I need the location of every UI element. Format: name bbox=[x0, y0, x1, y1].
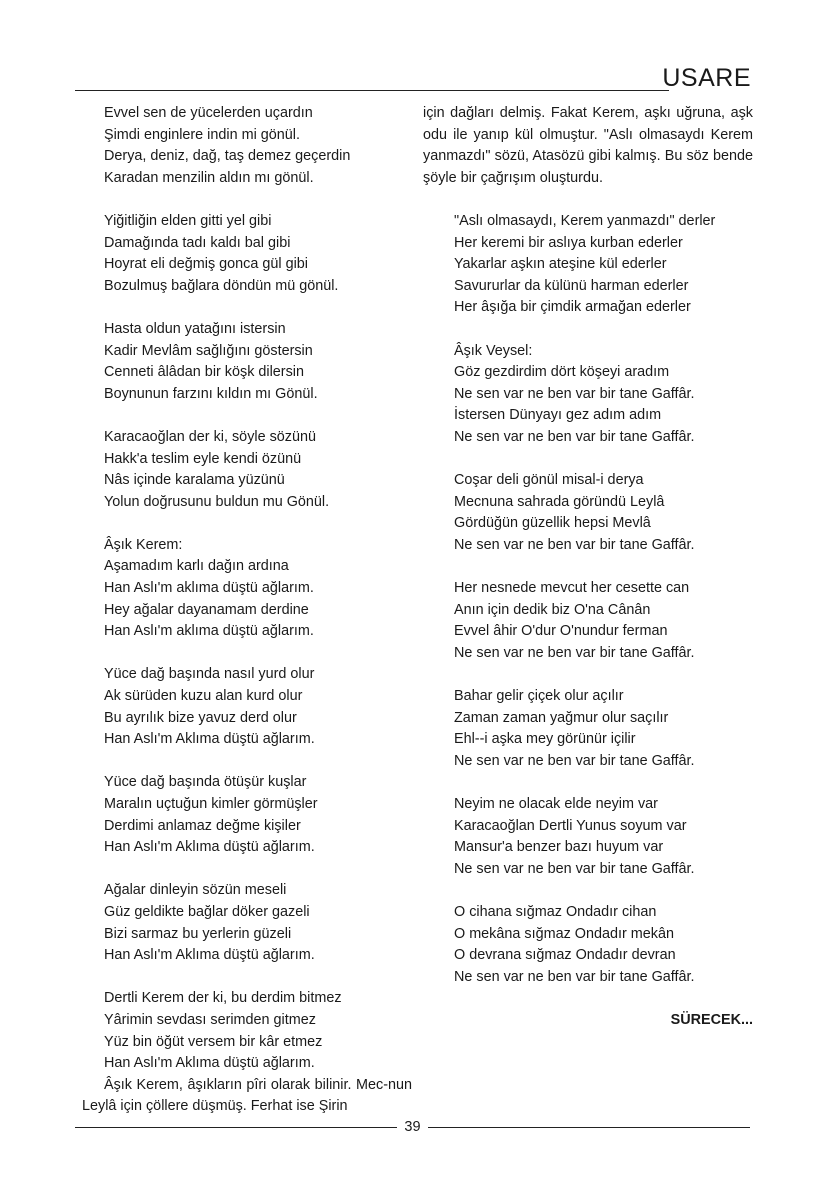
poem-line: "Aslı olmasaydı, Kerem yanmazdı" derler bbox=[454, 212, 716, 229]
footer-rule-right bbox=[428, 1127, 750, 1128]
stanza bbox=[423, 902, 753, 988]
poem-line: Ne sen var ne ben var bir tane Gaffâr. bbox=[454, 536, 695, 553]
poem-line: Ne sen var ne ben var bir tane Gaffâr. bbox=[454, 860, 695, 877]
poem-line: Nâs içinde karalama yüzünü bbox=[104, 472, 285, 489]
poem-line: Bozulmuş bağlara döndün mü gönül. bbox=[104, 277, 339, 294]
poem-line: Ehl--i aşka mey görünür içilir bbox=[454, 731, 636, 748]
poem-line: Cenneti âlâdan bir köşk dilersin bbox=[104, 364, 304, 381]
poem-line: Coşar deli gönül misal-i derya bbox=[454, 472, 644, 489]
poem-line: Bahar gelir çiçek olur açılır bbox=[454, 688, 624, 705]
stanza bbox=[82, 664, 412, 750]
poem-line: Dertli Kerem der ki, bu derdim bitmez bbox=[104, 990, 342, 1007]
poem-line: Anın için dedik biz O'na Cânân bbox=[454, 601, 651, 618]
footer-rule-left bbox=[75, 1127, 397, 1128]
poem-line: Savururlar da külünü harman ederler bbox=[454, 277, 689, 294]
poem-line: Karadan menzilin aldın mı gönül. bbox=[104, 169, 314, 186]
stanza bbox=[82, 211, 412, 297]
poem-line: Yüce dağ başında nasıl yurd olur bbox=[104, 666, 315, 683]
stanza bbox=[423, 341, 753, 449]
stanza bbox=[82, 427, 412, 513]
right-paragraph: için dağları delmiş. Fakat Kerem, aşkı uğruna, aşk odu ile yanıp kül olmuştur. "Aslı olmasaydı Kerem yanmazdı" sözü, Atasözü gibi kalmış. Bu söz bende şöyle bir çağrışım oluşturdu. bbox=[423, 105, 753, 186]
right-poem bbox=[423, 211, 753, 988]
page-number: 39 bbox=[404, 1119, 421, 1135]
poem-line: Han Aslı'm aklıma düştü ağlarım. bbox=[104, 623, 314, 640]
poem-line: Bizi sarmaz bu yerlerin güzeli bbox=[104, 925, 292, 942]
poem-line: Yüce dağ başında ötüşür kuşlar bbox=[104, 774, 307, 791]
poem-line: Mecnuna sahrada göründü Leylâ bbox=[454, 493, 665, 510]
poem-line: Yârimin sevdası serimden gitmez bbox=[104, 1011, 316, 1028]
poem-line: Ağalar dinleyin sözün meseli bbox=[104, 882, 287, 899]
stanza bbox=[82, 103, 412, 189]
poem-line: Han Aslı'm Aklıma düştü ağlarım. bbox=[104, 839, 315, 856]
stanza bbox=[82, 880, 412, 966]
right-column bbox=[423, 103, 753, 1032]
poem-line: Âşık Kerem: bbox=[104, 536, 183, 553]
poem-line: Her âşığa bir çimdik armağan ederler bbox=[454, 299, 691, 316]
stanza bbox=[423, 686, 753, 772]
poem-line: Ne sen var ne ben var bir tane Gaffâr. bbox=[454, 968, 695, 985]
poem-line: Karacaoğlan Dertli Yunus soyum var bbox=[454, 817, 687, 834]
poem-line: Yolun doğrusunu buldun mu Gönül. bbox=[104, 493, 330, 510]
poem-line: Ne sen var ne ben var bir tane Gaffâr. bbox=[454, 428, 695, 445]
poem-line: Aşamadım karlı dağın ardına bbox=[104, 558, 289, 575]
poem-line: Yakarlar aşkın ateşine kül ederler bbox=[454, 256, 667, 273]
poem-line: Ak sürüden kuzu alan kurd olur bbox=[104, 688, 303, 705]
stanza bbox=[82, 319, 412, 405]
stanza bbox=[423, 794, 753, 880]
poem-line: Kadir Mevlâm sağlığını göstersin bbox=[104, 342, 313, 359]
poem-line: Boynunun farzını kıldın mı Gönül. bbox=[104, 385, 318, 402]
poem-line: O mekâna sığmaz Ondadır mekân bbox=[454, 925, 674, 942]
poem-line: O devrana sığmaz Ondadır devran bbox=[454, 947, 676, 964]
poem-line: Hey ağalar dayanamam derdine bbox=[104, 601, 309, 618]
left-paragraph: Âşık Kerem, âşıkların pîri olarak bilinir. Mec-nun Leylâ için çöllere düşmüş. Ferhat ise Şirin bbox=[82, 1076, 412, 1115]
poem-line: Hasta oldun yatağını istersin bbox=[104, 320, 286, 337]
poem-line: Ne sen var ne ben var bir tane Gaffâr. bbox=[454, 385, 695, 402]
poem-line: Derdimi anlamaz değme kişiler bbox=[104, 817, 301, 834]
poem-line: Karacaoğlan der ki, söyle sözünü bbox=[104, 428, 316, 445]
poem-line: Neyim ne olacak elde neyim var bbox=[454, 796, 658, 812]
poem-line: Şimdi enginlere indin mi gönül. bbox=[104, 126, 300, 143]
stanza bbox=[423, 470, 753, 556]
poem-line: Gördüğün güzellik hepsi Mevlâ bbox=[454, 515, 651, 532]
poem-line: Yüz bin öğüt versem bir kâr etmez bbox=[104, 1033, 323, 1050]
poem-line: Hoyrat eli değmiş gonca gül gibi bbox=[104, 256, 308, 273]
stanza bbox=[82, 772, 412, 858]
poem-line: Ne sen var ne ben var bir tane Gaffâr. bbox=[454, 752, 695, 769]
stanza bbox=[82, 535, 412, 643]
poem-line: Derya, deniz, dağ, taş demez geçerdin bbox=[104, 148, 351, 165]
continued-label: SÜRECEK... bbox=[670, 1011, 753, 1028]
poem-line: Han Aslı'm Aklıma düştü ağlarım. bbox=[104, 947, 315, 964]
stanza bbox=[423, 578, 753, 664]
poem-line: Hakk'a teslim eyle kendi özünü bbox=[104, 450, 302, 467]
magazine-brand: USARE bbox=[662, 64, 751, 92]
poem-line: Her keremi bir aslıya kurban ederler bbox=[454, 234, 683, 251]
stanza bbox=[423, 211, 753, 319]
poem-line: Mansur'a benzer bazı huyum var bbox=[454, 839, 664, 856]
poem-line: Güz geldikte bağlar döker gazeli bbox=[104, 903, 310, 920]
poem-line: Evvel âhir O'dur O'nundur ferman bbox=[454, 623, 668, 640]
poem-line: Han Aslı'm Aklıma düştü ağlarım. bbox=[104, 731, 315, 748]
stanza bbox=[82, 988, 412, 1074]
left-column bbox=[82, 103, 412, 1118]
poem-line: Damağında tadı kaldı bal gibi bbox=[104, 234, 291, 251]
poem-line: Han Aslı'm aklıma düştü ağlarım. bbox=[104, 580, 314, 597]
poem-line: İstersen Dünyayı gez adım adım bbox=[454, 407, 662, 424]
poem-line: O cihana sığmaz Ondadır cihan bbox=[454, 903, 657, 920]
poem-line: Han Aslı'm Aklıma düştü ağlarım. bbox=[104, 1055, 315, 1072]
poem-line: Yiğitliğin elden gitti yel gibi bbox=[104, 212, 272, 229]
poem-line: Ne sen var ne ben var bir tane Gaffâr. bbox=[454, 644, 695, 661]
poem-line: Zaman zaman yağmur olur saçılır bbox=[454, 709, 669, 726]
header-rule bbox=[75, 90, 669, 91]
left-poem bbox=[82, 103, 412, 1075]
poem-line: Göz gezdirdim dört köşeyi aradım bbox=[454, 364, 670, 381]
poem-line: Evvel sen de yücelerden uçardın bbox=[104, 105, 313, 121]
poem-line: Bu ayrılık bize yavuz derd olur bbox=[104, 709, 297, 726]
poem-line: Âşık Veysel: bbox=[454, 342, 533, 359]
poem-line: Maralın uçtuğun kimler görmüşler bbox=[104, 796, 318, 812]
poem-line: Her nesnede mevcut her cesette can bbox=[454, 580, 690, 597]
